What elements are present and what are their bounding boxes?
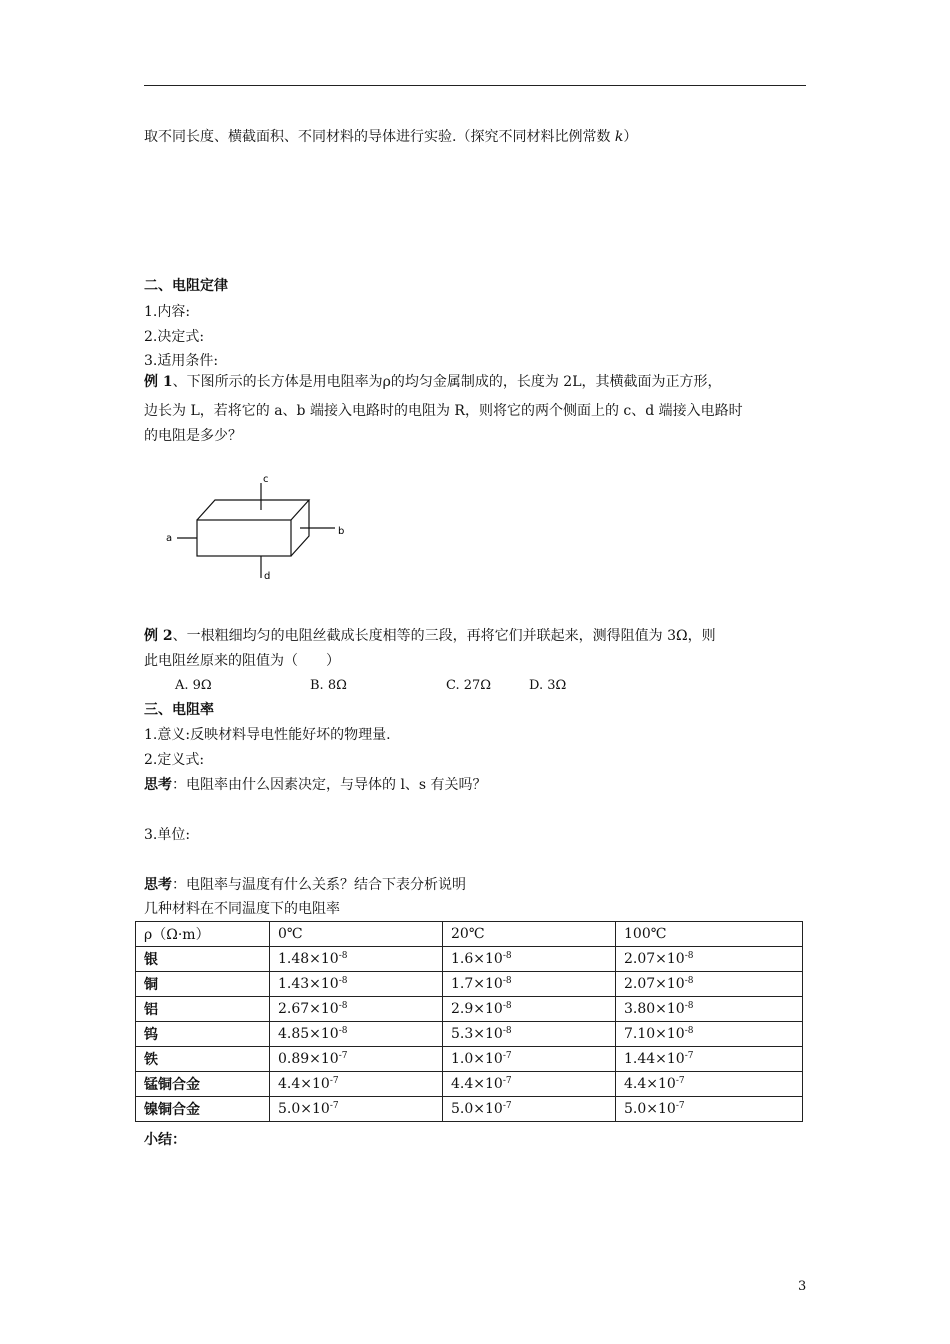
table-row <box>136 1097 803 1122</box>
example1-text1: 、下图所示的长方体是用电阻率为ρ的均匀金属制成的，长度为 2L，其横截面为正方形， <box>172 374 722 390</box>
value-cell-v0 <box>270 1097 443 1122</box>
value-exponent: -7 <box>502 1101 512 1111</box>
value-mantissa: 5.0×10 <box>451 1101 503 1117</box>
table-row <box>136 1047 803 1072</box>
value-mantissa: 1.48×10 <box>278 951 339 967</box>
value-mantissa: 4.4×10 <box>624 1076 676 1092</box>
example2-line2: 此电阻丝原来的阻值为（ ） <box>144 653 340 669</box>
value-mantissa: 1.6×10 <box>451 951 503 967</box>
example1-line1 <box>144 373 722 391</box>
value-exponent: -8 <box>338 1001 348 1011</box>
value-exponent: -7 <box>338 1051 348 1061</box>
option-a: A. 9Ω <box>175 678 212 693</box>
value-mantissa: 5.0×10 <box>624 1101 676 1117</box>
resistivity-table <box>135 921 803 1122</box>
value-exponent: -8 <box>502 1026 512 1036</box>
cuboid-top-face <box>197 500 309 520</box>
value-exponent: -7 <box>502 1051 512 1061</box>
value-mantissa: 7.10×10 <box>624 1026 685 1042</box>
value-cell-v100 <box>616 1097 803 1122</box>
value-exponent: -8 <box>502 1001 512 1011</box>
summary-label: 小结： <box>144 1132 186 1148</box>
value-exponent: -8 <box>684 1001 694 1011</box>
option-d: D. 3Ω <box>529 678 567 693</box>
page-number: 3 <box>798 1279 807 1294</box>
value-mantissa: 2.07×10 <box>624 976 685 992</box>
section2-item-content: 1.内容: <box>144 304 191 320</box>
value-cell-v20 <box>443 1072 616 1097</box>
value-cell-v20 <box>443 1097 616 1122</box>
value-mantissa: 3.80×10 <box>624 1001 685 1017</box>
value-exponent: -8 <box>338 951 348 961</box>
value-exponent: -7 <box>329 1101 339 1111</box>
material-cell: 铁 <box>136 1047 270 1072</box>
value-cell-v100 <box>616 947 803 972</box>
table-row <box>136 972 803 997</box>
section2-item-conditions: 3.适用条件: <box>144 353 219 369</box>
think2-line <box>144 876 466 894</box>
intro-paragraph <box>144 128 637 146</box>
value-mantissa: 1.43×10 <box>278 976 339 992</box>
value-exponent: -8 <box>684 1026 694 1036</box>
section3-heading: 三、电阻率 <box>144 702 214 718</box>
label-b: b <box>338 526 345 537</box>
value-exponent: -8 <box>502 976 512 986</box>
table-row <box>136 997 803 1022</box>
value-mantissa: 2.9×10 <box>451 1001 503 1017</box>
material-cell: 钨 <box>136 1022 270 1047</box>
material-cell: 镍铜合金 <box>136 1097 270 1122</box>
value-exponent: -8 <box>684 976 694 986</box>
think1-line <box>144 776 487 794</box>
value-exponent: -7 <box>329 1076 339 1086</box>
value-cell-v20 <box>443 1022 616 1047</box>
section3-item-unit: 3.单位: <box>144 827 191 843</box>
value-exponent: -7 <box>675 1076 685 1086</box>
think2-text: ：电阻率与温度有什么关系？结合下表分析说明 <box>172 877 466 893</box>
value-cell-v0 <box>270 1072 443 1097</box>
value-mantissa: 5.3×10 <box>451 1026 503 1042</box>
intro-k: k <box>614 129 624 145</box>
think1-label: 思考 <box>144 777 172 793</box>
value-mantissa: 5.0×10 <box>278 1101 330 1117</box>
example2-text1: 、一根粗细均匀的电阻丝截成长度相等的三段，再将它们并联起来，测得阻值为 3Ω，则 <box>172 628 716 644</box>
value-mantissa: 1.7×10 <box>451 976 503 992</box>
header-rule <box>144 85 806 86</box>
intro-text: 取不同长度、横截面积、不同材料的导体进行实验.（探究不同材料比例常数 <box>144 129 615 145</box>
think1-text: ：电阻率由什么因素决定，与导体的 l、s 有关吗？ <box>172 777 487 793</box>
value-cell-v0 <box>270 947 443 972</box>
option-b: B. 8Ω <box>310 678 347 693</box>
value-cell-v0 <box>270 997 443 1022</box>
header-0c: 0℃ <box>270 922 443 947</box>
header-100c: 100℃ <box>616 922 803 947</box>
value-exponent: -7 <box>684 1051 694 1061</box>
value-cell-v0 <box>270 1022 443 1047</box>
value-mantissa: 0.89×10 <box>278 1051 339 1067</box>
table-row <box>136 947 803 972</box>
example1-line2: 边长为 L，若将它的 a、b 端接入电路时的电阻为 R，则将它的两个侧面上的 c、d 端接入电路时 <box>144 403 743 419</box>
value-exponent: -8 <box>684 951 694 961</box>
value-cell-v20 <box>443 972 616 997</box>
header-20c: 20℃ <box>443 922 616 947</box>
example2-label: 例 2 <box>144 628 173 644</box>
value-exponent: -7 <box>502 1076 512 1086</box>
table-caption: 几种材料在不同温度下的电阻率 <box>144 901 340 917</box>
section2-heading: 二、电阻定律 <box>144 278 228 294</box>
section3-item-meaning: 1.意义:反映材料导电性能好坏的物理量. <box>144 727 391 743</box>
option-c: C. 27Ω <box>446 678 492 693</box>
header-material: ρ（Ω·m） <box>136 922 270 947</box>
table-row <box>136 1072 803 1097</box>
value-cell-v20 <box>443 947 616 972</box>
value-cell-v100 <box>616 972 803 997</box>
value-mantissa: 4.4×10 <box>278 1076 330 1092</box>
material-cell: 铝 <box>136 997 270 1022</box>
cuboid-front-face <box>197 520 291 556</box>
section2-item-formula: 2.决定式: <box>144 329 205 345</box>
value-cell-v20 <box>443 997 616 1022</box>
think2-label: 思考 <box>144 877 172 893</box>
example2-line1 <box>144 627 716 645</box>
intro-close: ） <box>623 129 638 145</box>
example1-line3: 的电阻是多少？ <box>144 428 242 444</box>
value-mantissa: 4.85×10 <box>278 1026 339 1042</box>
value-cell-v100 <box>616 997 803 1022</box>
material-cell: 锰铜合金 <box>136 1072 270 1097</box>
material-cell: 铜 <box>136 972 270 997</box>
cuboid-figure <box>160 465 360 590</box>
table-header-row <box>136 922 803 947</box>
value-mantissa: 2.07×10 <box>624 951 685 967</box>
value-cell-v100 <box>616 1072 803 1097</box>
value-exponent: -8 <box>338 1026 348 1036</box>
example1-label: 例 1 <box>144 374 173 390</box>
label-c: c <box>263 474 269 485</box>
value-cell-v100 <box>616 1022 803 1047</box>
material-cell: 银 <box>136 947 270 972</box>
value-cell-v0 <box>270 972 443 997</box>
label-d: d <box>264 571 271 582</box>
value-mantissa: 4.4×10 <box>451 1076 503 1092</box>
label-a: a <box>166 533 173 544</box>
value-cell-v0 <box>270 1047 443 1072</box>
value-exponent: -7 <box>675 1101 685 1111</box>
section3-item-definition: 2.定义式: <box>144 752 205 768</box>
value-exponent: -8 <box>338 976 348 986</box>
value-mantissa: 1.44×10 <box>624 1051 685 1067</box>
value-mantissa: 1.0×10 <box>451 1051 503 1067</box>
table-row <box>136 1022 803 1047</box>
value-cell-v100 <box>616 1047 803 1072</box>
value-exponent: -8 <box>502 951 512 961</box>
value-cell-v20 <box>443 1047 616 1072</box>
value-mantissa: 2.67×10 <box>278 1001 339 1017</box>
